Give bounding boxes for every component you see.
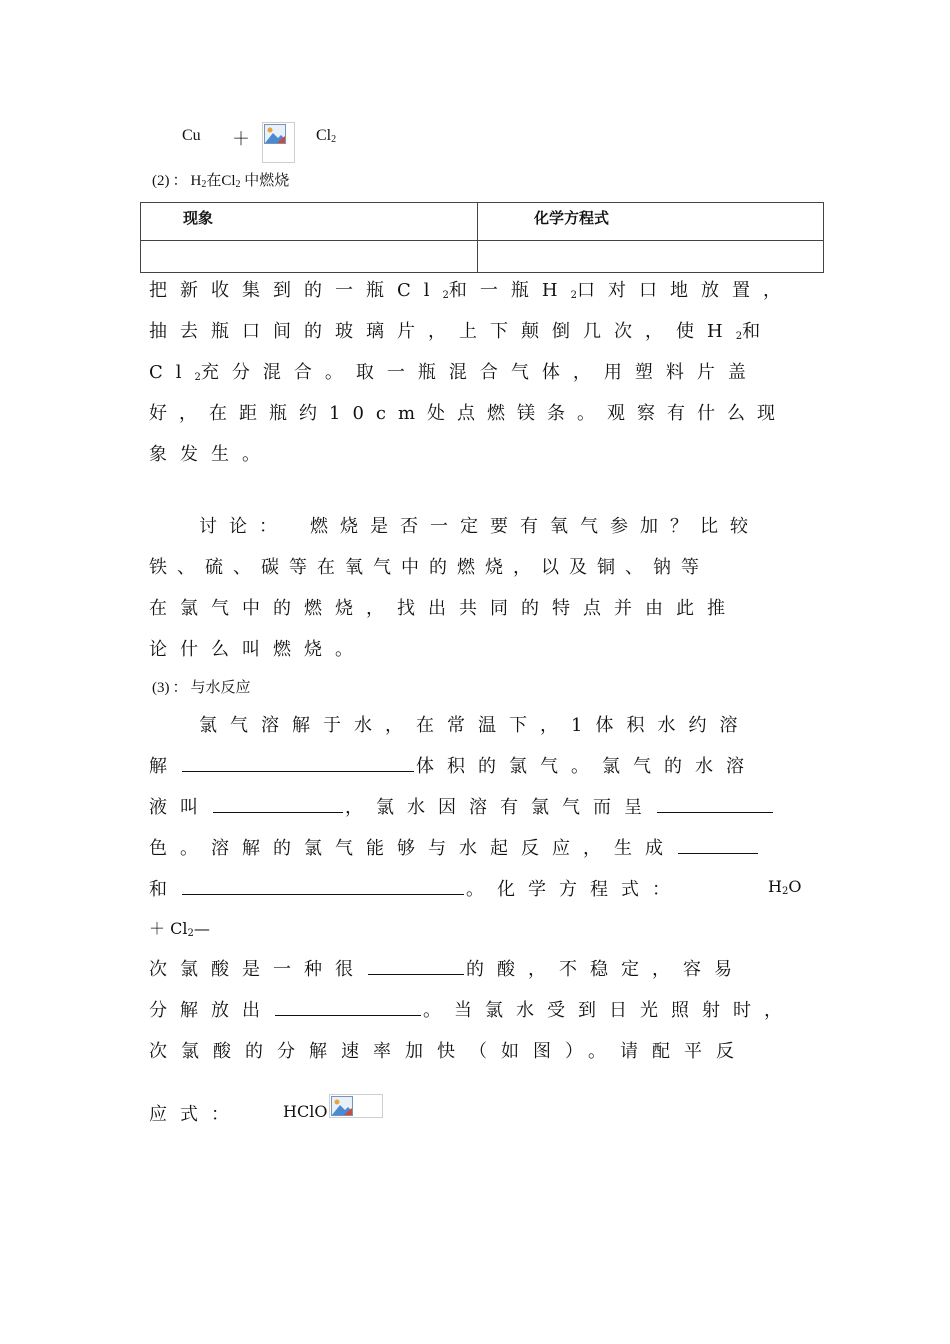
answer-blank[interactable]: [657, 796, 773, 813]
para2-line3: 液叫 ，氯水因溶有氯气而呈: [149, 793, 775, 819]
plus-sign: ＋: [232, 129, 250, 149]
reactant-cu: Cu: [182, 127, 201, 144]
answer-blank[interactable]: [678, 837, 758, 854]
equation-h2o: $H_2O$: [768, 877, 802, 897]
para2-line5: 和 。化学方程式：: [149, 879, 683, 900]
answer-blank[interactable]: [368, 958, 464, 975]
para2-line2: 解 体积的氯气。氯气的水溶: [149, 756, 757, 777]
answer-blank[interactable]: [213, 796, 343, 813]
para1-line2: 抽去瓶口间的玻璃片，上下颠倒几次，使$H_2$和: [149, 321, 774, 342]
discussion-line4: 论什么叫燃烧。: [149, 639, 366, 660]
equation-hclo: HClO: [283, 1102, 328, 1121]
section-2-heading: (2) ： $H_2$在$Cl_2$ 中燃烧: [152, 173, 290, 190]
answer-blank[interactable]: [182, 878, 464, 895]
answer-blank[interactable]: [182, 755, 414, 772]
header-phenomenon: 现象: [183, 209, 214, 227]
observation-equation-table: [140, 202, 824, 273]
para2-line6: ＋ $Cl_2—$: [149, 919, 210, 939]
table-row: [141, 241, 824, 273]
section-3-heading: (3) ： 与水反应: [152, 680, 251, 696]
para2-line9: 次氯酸的分解速率加快（如图）。请配平反: [149, 1041, 748, 1062]
para2-line8: 分解放出 。当氯水受到日光照射时，: [149, 1000, 795, 1021]
table-header-cell: [478, 203, 824, 241]
para2-line10: 应式：: [149, 1104, 242, 1125]
missing-image-icon: [262, 122, 295, 163]
discussion-line3: 在氯气中的燃烧，找出共同的特点并由此推: [149, 598, 738, 619]
discussion-line2: 铁、硫、碳等在氧气中的燃烧，以及铜、钠等: [149, 557, 709, 578]
table-cell[interactable]: [478, 241, 824, 273]
answer-blank[interactable]: [275, 999, 421, 1016]
table-cell[interactable]: [141, 241, 478, 273]
para2-line1: 氯气溶解于水，在常温下，1体积水约溶: [199, 715, 751, 736]
para1-line1: 把新收集到的一瓶$Cl_2$和一瓶$H_2$口对口地放置，: [149, 280, 794, 301]
para2-line7: 次氯酸是一种很 的酸，不稳定，容易: [149, 959, 745, 980]
reactant-cl2: $Cl_2$: [316, 127, 337, 145]
discussion-line1: 讨论： 燃烧是否一定要有氧气参加？比较: [199, 516, 760, 537]
para1-line3: $Cl_2$充分混合。取一瓶混合气体，用塑料片盖: [149, 362, 759, 383]
header-equation: 化学方程式: [534, 209, 610, 227]
para2-line4: 色。溶解的氯气能够与水起反应，生成: [149, 834, 760, 860]
missing-image-icon: [329, 1094, 383, 1118]
para1-line4: 好，在距瓶约10cm处点燃镁条。观察有什么现: [149, 403, 788, 424]
para1-line5: 象发生。: [149, 444, 273, 465]
table-header-cell: [141, 203, 478, 241]
